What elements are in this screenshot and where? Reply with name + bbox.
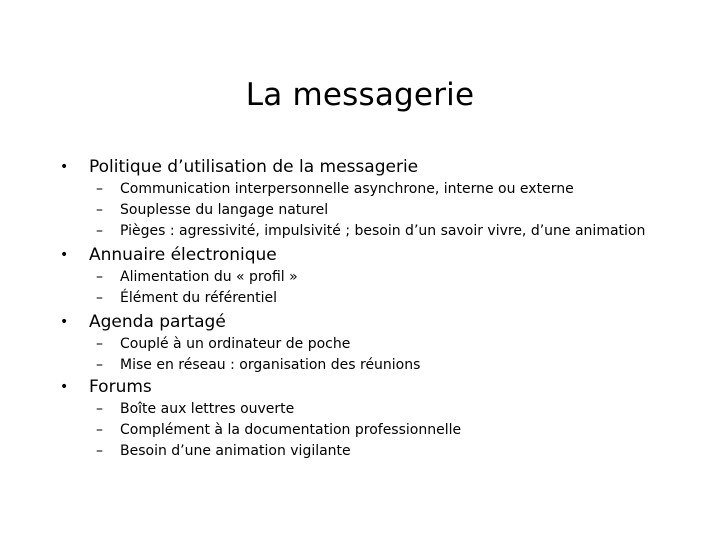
sub-item xyxy=(0,200,720,221)
bullet-marker: • xyxy=(60,379,69,395)
bullet-text: Agenda partagé xyxy=(89,312,226,332)
sub-item-marker: – xyxy=(96,336,103,352)
sub-item-text: Mise en réseau : organisation des réunions xyxy=(120,357,421,373)
sub-item xyxy=(0,179,720,200)
bullet-section-messaging-policy xyxy=(0,155,720,242)
sub-item-text: Pièges : agressivité, impulsivité ; besoin d’un savoir vivre, d’une animation xyxy=(120,223,646,239)
sub-item-marker: – xyxy=(96,223,103,239)
sub-item-marker: – xyxy=(96,181,103,197)
sub-item-text: Communication interpersonnelle asynchrone, interne ou externe xyxy=(120,181,574,197)
sub-item-marker: – xyxy=(96,290,103,306)
sub-item-marker: – xyxy=(96,443,103,459)
sub-item-marker: – xyxy=(96,422,103,438)
sub-item xyxy=(0,420,720,441)
sub-item xyxy=(0,399,720,420)
sub-item xyxy=(0,334,720,355)
bullet-section-forums xyxy=(0,375,720,462)
sub-item-text: Élément du référentiel xyxy=(120,290,278,306)
bullet-section-directory xyxy=(0,243,720,309)
slide-title: La messagerie xyxy=(245,77,475,113)
sub-item xyxy=(0,441,720,462)
bullet-marker: • xyxy=(60,247,69,263)
sub-item-text: Alimentation du « profil » xyxy=(120,269,298,285)
sub-item-text: Boîte aux lettres ouverte xyxy=(120,401,295,417)
sub-item-marker: – xyxy=(96,202,103,218)
sub-item-marker: – xyxy=(96,269,103,285)
bullet-item xyxy=(0,155,720,179)
sub-item-text: Besoin d’une animation vigilante xyxy=(120,443,351,459)
sub-item xyxy=(0,288,720,309)
sub-item-text: Couplé à un ordinateur de poche xyxy=(120,336,351,352)
bullet-text: Politique d’utilisation de la messagerie xyxy=(89,157,419,177)
bullet-text: Annuaire électronique xyxy=(89,245,277,265)
sub-item-text: Souplesse du langage naturel xyxy=(120,202,329,218)
sub-item-marker: – xyxy=(96,357,103,373)
bullet-item xyxy=(0,310,720,334)
bullet-item xyxy=(0,243,720,267)
bullet-item xyxy=(0,375,720,399)
bullet-section-shared-calendar xyxy=(0,310,720,376)
bullet-text: Forums xyxy=(89,377,152,397)
sub-item xyxy=(0,355,720,376)
bullet-marker: • xyxy=(60,314,69,330)
sub-item xyxy=(0,221,720,242)
bullet-marker: • xyxy=(60,159,69,175)
sub-item-marker: – xyxy=(96,401,103,417)
sub-item-text: Complément à la documentation professionnelle xyxy=(120,422,462,438)
sub-item xyxy=(0,267,720,288)
